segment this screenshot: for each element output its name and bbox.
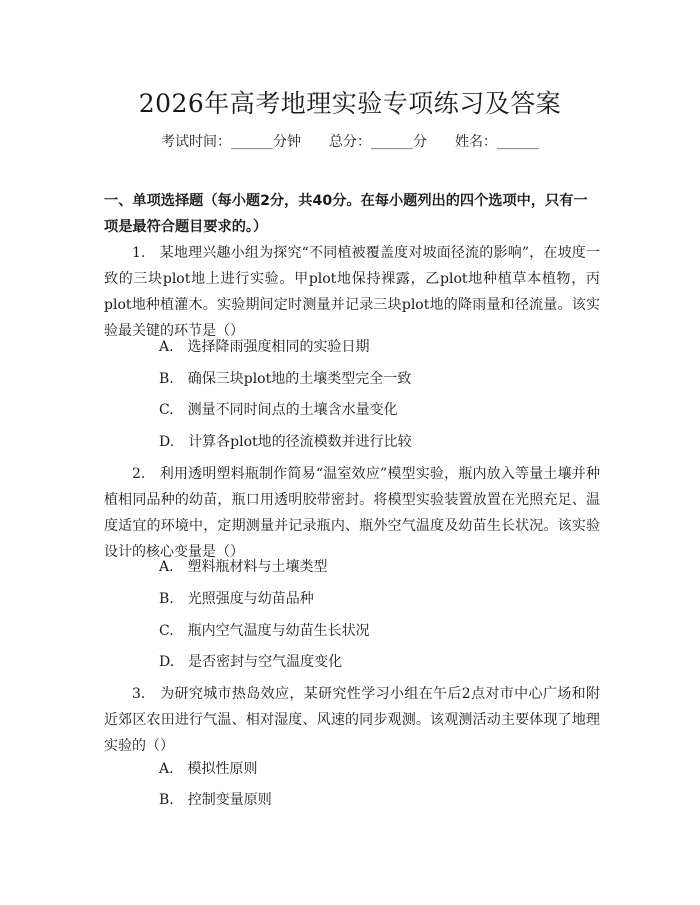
question-2-option-b: B. 光照强度与幼苗品种 [159, 591, 314, 607]
question-3-text: 3. 为研究城市热岛效应，某研究性学习小组在午后2点对市中心广场和附近郊区农田进行气温、相对湿度、风速的同步观测。该观测活动主要体现了地理实验的（） [104, 686, 600, 754]
question-1-option-c: C. 测量不同时间点的土壤含水量变化 [159, 402, 398, 418]
section-heading: 一、单项选择题（每小题2分，共40分。在每小题列出的四个选项中，只有一项是最符合题目要求的。） [104, 193, 588, 235]
exam-info-line [0, 131, 700, 151]
question-1-text: 1. 某地理兴趣小组为探究“不同植被覆盖度对坡面径流的影响”，在坡度一致的三块plot地上进行实验。甲plot地保持裸露，乙plot地种植草本植物，丙plot地种植灌木。实验期间定时测量并记录三块plot地的降雨量和径流量。该实验最关键的环节是（） [104, 245, 600, 339]
question-2-option-c: C. 瓶内空气温度与幼苗生长状况 [159, 623, 370, 639]
question-3-option-b: B. 控制变量原则 [159, 792, 272, 808]
question-1-option-a: A. 选择降雨强度相同的实验日期 [159, 339, 370, 355]
question-2-text: 2. 利用透明塑料瓶制作简易“温室效应”模型实验，瓶内放入等量土壤并种植相同品种的幼苗，瓶口用透明胶带密封。将模型实验装置放置在光照充足、温度适宜的环境中，定期测量并记录瓶内、瓶外空气温度及幼苗生长状况。该实验设计的核心变量是（） [104, 466, 600, 560]
total-score-field: 总分：______分 [329, 134, 427, 150]
document-title: 2026年高考地理实验专项练习及答案 [138, 89, 562, 118]
question-1-option-b: B. 确保三块plot地的土壤类型完全一致 [159, 371, 412, 387]
question-3-option-a: A. 模拟性原则 [159, 761, 258, 777]
question-2-option-d: D. 是否密封与空气温度变化 [159, 654, 343, 670]
exam-time-field: 考试时间：______分钟 [161, 134, 301, 150]
question-1-option-d: D. 计算各plot地的径流模数并进行比较 [159, 434, 412, 450]
name-field: 姓名：______ [455, 134, 539, 150]
question-2-option-a: A. 塑料瓶材料与土壤类型 [159, 559, 328, 575]
